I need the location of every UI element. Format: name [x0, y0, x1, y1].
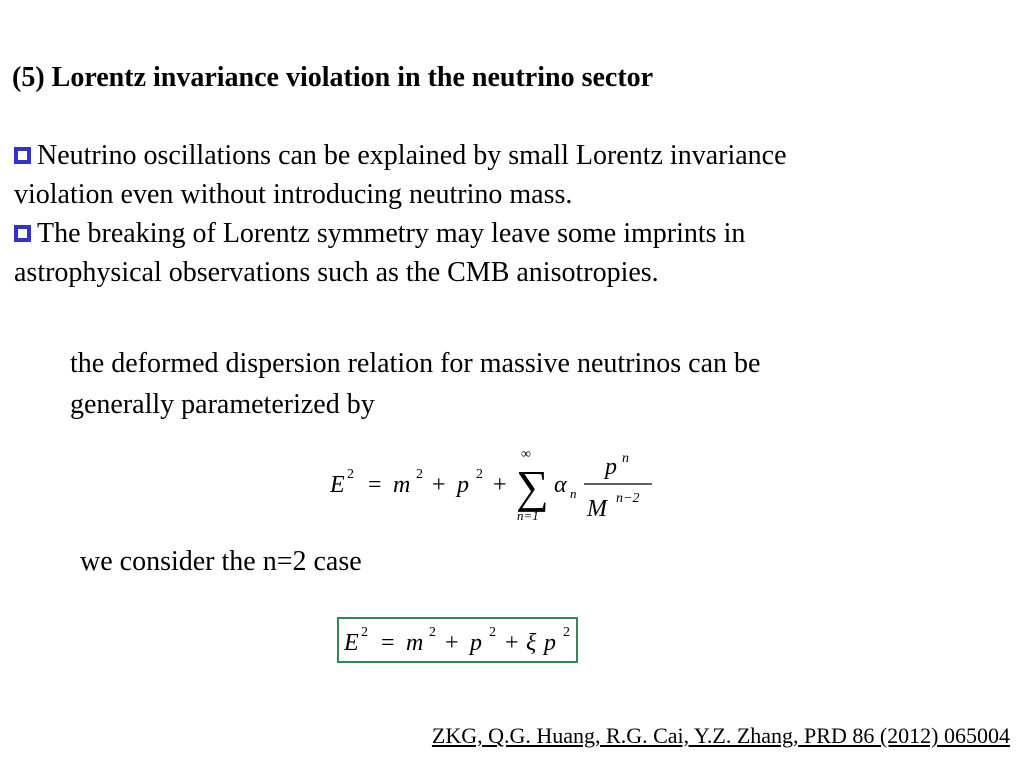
bullet-1-line-2: violation even without introducing neutrino mass. [14, 179, 573, 210]
eq2-p-2-exponent: 2 [563, 625, 570, 640]
eq1-plus-2: + [493, 472, 507, 498]
dispersion-equation-n2 [339, 619, 576, 661]
bullet-1-line-1: Neutrino oscillations can be explained by small Lorentz invariance [37, 140, 787, 171]
eq2-equals: = [381, 630, 395, 656]
eq1-sum-lower: n=1 [517, 508, 539, 523]
dispersion-equation-general [330, 444, 670, 530]
intro-line-2: generally parameterized by [70, 389, 375, 420]
bullet-2-line-1: The breaking of Lorentz symmetry may leave some imprints in [37, 218, 746, 249]
intro-paragraph [70, 343, 970, 425]
eq2-E: E [344, 630, 359, 656]
eq2-m: m [406, 630, 424, 656]
eq1-equals: = [368, 472, 382, 498]
slide-title: (5) Lorentz invariance violation in the neutrino sector [12, 62, 654, 93]
eq1-m-exponent: 2 [416, 467, 423, 482]
eq1-E-exponent: 2 [347, 467, 354, 482]
bullet-item [14, 214, 994, 292]
eq1-alpha: α [554, 472, 567, 498]
bullet-2-line-2: astrophysical observations such as the CMB anisotropies. [14, 257, 659, 288]
square-bullet-icon [14, 147, 31, 164]
n2-case-text: we consider the n=2 case [80, 546, 362, 577]
eq1-p-exponent: 2 [476, 467, 483, 482]
boxed-equation [337, 617, 578, 663]
eq1-denominator-M: M [587, 496, 607, 522]
intro-line-1: the deformed dispersion relation for massive neutrinos can be [70, 348, 761, 379]
eq2-plus-1: + [445, 630, 459, 656]
eq1-m: m [393, 472, 411, 498]
bullet-list [14, 136, 994, 292]
eq2-p-2: p [544, 630, 556, 656]
eq2-m-exponent: 2 [429, 625, 436, 640]
eq1-numerator-p: p [605, 454, 617, 480]
eq1-E: E [330, 472, 345, 498]
eq1-p: p [457, 472, 469, 498]
eq1-alpha-sub: n [570, 486, 577, 501]
eq1-sigma: ∑ [516, 461, 549, 512]
bullet-item [14, 136, 994, 214]
eq2-p: p [470, 630, 482, 656]
eq2-plus-2: + [505, 630, 519, 656]
citation-link[interactable]: ZKG, Q.G. Huang, R.G. Cai, Y.Z. Zhang, PRD 86 (2012) 065004 [431, 723, 1010, 748]
eq2-xi: ξ [526, 630, 537, 656]
eq1-numerator-exp: n [622, 451, 629, 466]
square-bullet-icon [14, 225, 31, 242]
eq1-sum-upper: ∞ [521, 447, 531, 462]
eq2-p-exponent: 2 [489, 625, 496, 640]
eq1-denominator-exp: n−2 [616, 491, 640, 506]
eq2-E-exponent: 2 [361, 625, 368, 640]
eq1-plus-1: + [432, 472, 446, 498]
